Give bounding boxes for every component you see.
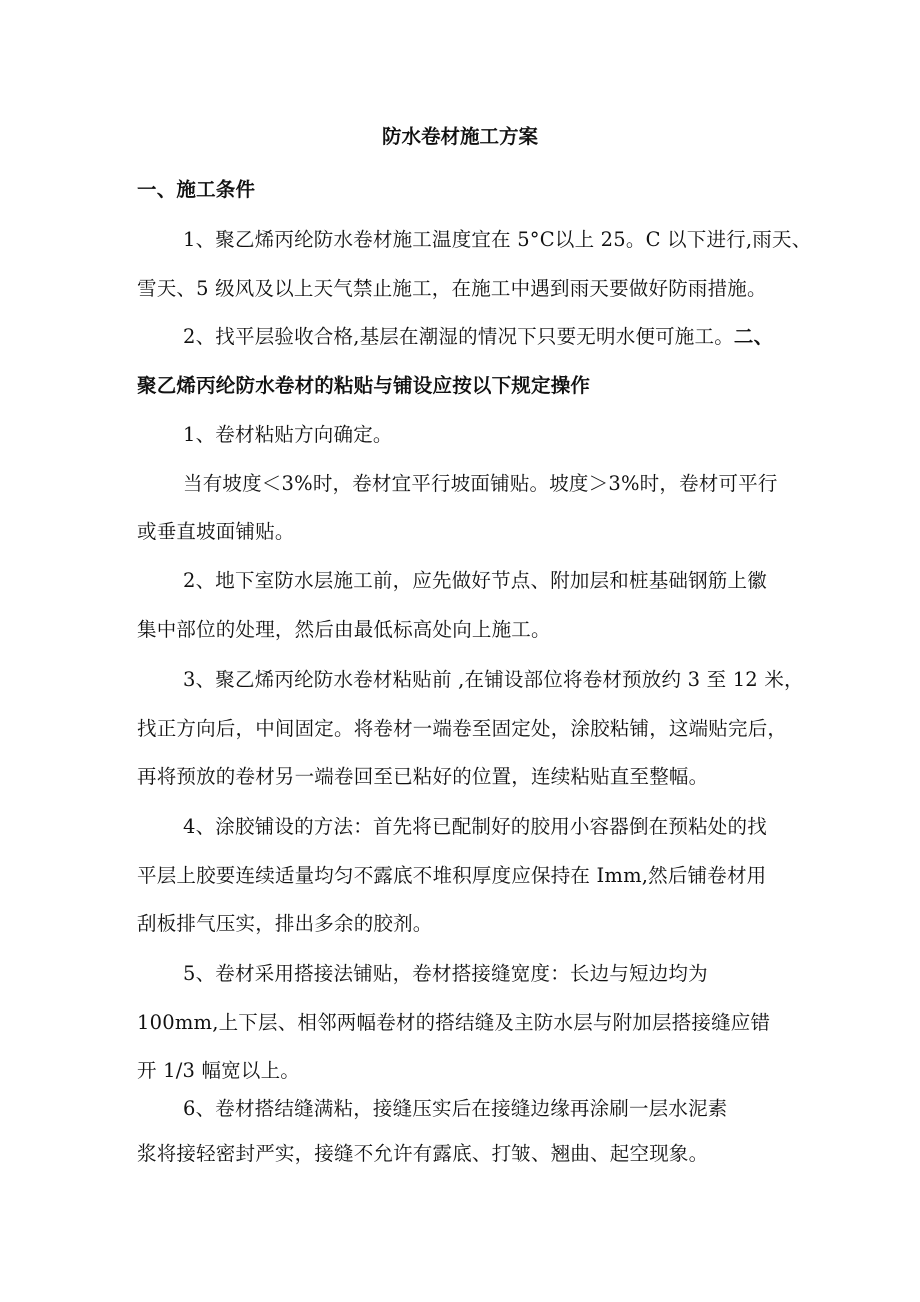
item-2-line-1: 2、地下室防水层施工前，应先做好节点、附加层和桩基础钢筋上徽 bbox=[183, 569, 767, 592]
paragraph-1-line-1: 1、聚乙烯丙纶防水卷材施工温度宜在 5°C以上 25。C 以下进行,雨天、 bbox=[183, 228, 812, 251]
section-heading-2-prefix: 二、 bbox=[733, 325, 774, 348]
item-1-heading: 1、卷材粘贴方向确定。 bbox=[183, 423, 393, 446]
item-5-line-1: 5、卷材采用搭接法铺贴，卷材搭接缝宽度：长边与短边均为 bbox=[183, 962, 708, 985]
section-heading-1: 一、施工条件 bbox=[137, 178, 256, 201]
item-4-line-2: 平层上胶要连续适量均匀不露底不堆积厚度应保持在 Imm,然后铺卷材用 bbox=[137, 864, 767, 887]
item-6-line-2: 浆将接轻密封严实，接缝不允许有露底、打皱、翘曲、起空现象。 bbox=[137, 1142, 709, 1165]
item-3-line-3: 再将预放的卷材另一端卷回至已粘好的位置，连续粘贴直至整幅。 bbox=[137, 765, 709, 788]
item-1-line-1: 当有坡度＜3%时，卷材宜平行坡面铺贴。坡度＞3%时，卷材可平行 bbox=[183, 472, 778, 495]
item-2-line-2: 集中部位的处理，然后由最低标高处向上施工。 bbox=[137, 618, 551, 641]
paragraph-1-line-2: 雪天、5 级风及以上天气禁止施工，在施工中遇到雨天要做好防雨措施。 bbox=[137, 277, 767, 300]
item-4-line-3: 刮板排气压实，排出多余的胶剂。 bbox=[137, 912, 433, 935]
item-3-line-2: 找正方向后，中间固定。将卷材一端卷至固定处，涂胶粘铺，这端贴完后， bbox=[137, 717, 788, 740]
paragraph-2-line-1 bbox=[183, 325, 773, 349]
section-heading-2: 聚乙烯丙纶防水卷材的粘贴与铺设应按以下规定操作 bbox=[137, 374, 591, 397]
item-5-line-2: 100mm,上下层、相邻两幅卷材的搭结缝及主防水层与附加层搭接缝应错 bbox=[137, 1011, 771, 1034]
paragraph-2-text: 2、找平层验收合格,基层在潮湿的情况下只要无明水便可施工。 bbox=[183, 325, 734, 348]
item-3-line-1: 3、聚乙烯丙纶防水卷材粘贴前 ,在铺设部位将卷材预放约 3 至 12 米， bbox=[183, 668, 804, 691]
item-4-line-1: 4、涂胶铺设的方法：首先将已配制好的胶用小容器倒在预粘处的找 bbox=[183, 815, 767, 838]
item-1-line-2: 或垂直坡面铺贴。 bbox=[137, 520, 295, 543]
document-title: 防水卷材施工方案 bbox=[381, 125, 538, 148]
item-5-line-3: 开 1/3 幅宽以上。 bbox=[137, 1059, 300, 1082]
item-6-line-1: 6、卷材搭结缝满粘，接缝压实后在接缝边缘再涂刷一层水泥素 bbox=[183, 1097, 728, 1120]
